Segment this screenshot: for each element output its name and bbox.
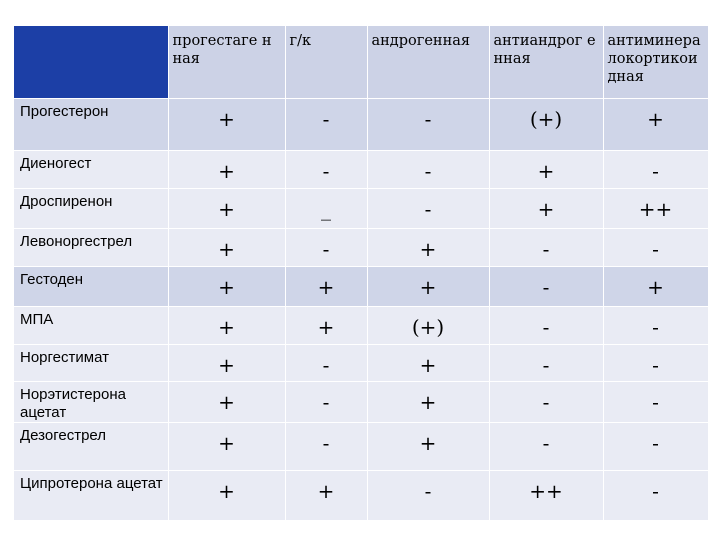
- table-row: [14, 344, 708, 381]
- value-cell: ++: [603, 188, 708, 228]
- table-row: [14, 228, 708, 266]
- row-label: Прогестерон: [14, 98, 168, 150]
- value-cell: -: [603, 228, 708, 266]
- table-row: [14, 98, 708, 150]
- value-cell: (+): [367, 306, 489, 344]
- value-cell: +: [168, 98, 285, 150]
- value-cell: -: [285, 98, 367, 150]
- value-cell: -: [489, 228, 603, 266]
- value-cell: +: [489, 188, 603, 228]
- row-label: Норгестимат: [14, 344, 168, 381]
- value-cell: -: [285, 344, 367, 381]
- header-androgenic: андрогенная: [367, 26, 489, 98]
- value-cell: -: [489, 344, 603, 381]
- value-cell: +: [285, 266, 367, 306]
- value-cell: -: [489, 422, 603, 470]
- value-cell: +: [489, 150, 603, 188]
- value-cell: +: [367, 266, 489, 306]
- value-cell: -: [285, 228, 367, 266]
- row-label: Дроспиренон: [14, 188, 168, 228]
- header-progestogenic: прогестаге нная: [168, 26, 285, 98]
- table-row: [14, 381, 708, 422]
- value-cell: +: [603, 98, 708, 150]
- row-label: Левоноргестрел: [14, 228, 168, 266]
- value-cell: -: [489, 381, 603, 422]
- value-cell: (+): [489, 98, 603, 150]
- value-cell: _: [285, 188, 367, 228]
- value-cell: -: [367, 98, 489, 150]
- value-cell: -: [489, 306, 603, 344]
- value-cell: -: [603, 306, 708, 344]
- row-label: Гестоден: [14, 266, 168, 306]
- value-cell: +: [168, 188, 285, 228]
- value-cell: +: [168, 228, 285, 266]
- value-cell: +: [168, 344, 285, 381]
- header-glucocorticoid: г/к: [285, 26, 367, 98]
- value-cell: +: [285, 306, 367, 344]
- value-cell: +: [168, 422, 285, 470]
- value-cell: -: [285, 422, 367, 470]
- value-cell: +: [168, 470, 285, 520]
- table-row: [14, 266, 708, 306]
- value-cell: +: [168, 306, 285, 344]
- header-corner-cell: [14, 26, 168, 98]
- value-cell: +: [285, 470, 367, 520]
- value-cell: +: [603, 266, 708, 306]
- value-cell: +: [367, 344, 489, 381]
- value-cell: -: [603, 381, 708, 422]
- row-label: Норэтистерона ацетат: [14, 381, 168, 422]
- value-cell: -: [489, 266, 603, 306]
- value-cell: -: [367, 470, 489, 520]
- value-cell: +: [168, 381, 285, 422]
- value-cell: -: [367, 188, 489, 228]
- value-cell: -: [603, 470, 708, 520]
- row-label: МПА: [14, 306, 168, 344]
- value-cell: +: [367, 422, 489, 470]
- value-cell: -: [603, 150, 708, 188]
- value-cell: -: [367, 150, 489, 188]
- value-cell: ++: [489, 470, 603, 520]
- value-cell: +: [168, 266, 285, 306]
- value-cell: +: [367, 228, 489, 266]
- table-row: [14, 150, 708, 188]
- row-label: Дезогестрел: [14, 422, 168, 470]
- value-cell: -: [603, 344, 708, 381]
- table-row: [14, 470, 708, 520]
- value-cell: -: [285, 381, 367, 422]
- table-row: [14, 306, 708, 344]
- header-antimineralocorticoid: антиминера локортикои дная: [603, 26, 708, 98]
- header-antiandrogenic: антиандрог енная: [489, 26, 603, 98]
- value-cell: +: [367, 381, 489, 422]
- value-cell: +: [168, 150, 285, 188]
- table-row: [14, 422, 708, 470]
- table-row: [14, 188, 708, 228]
- value-cell: -: [285, 150, 367, 188]
- row-label: Диеногест: [14, 150, 168, 188]
- table-header-row: [14, 26, 708, 98]
- value-cell: -: [603, 422, 708, 470]
- row-label: Ципротерона ацетат: [14, 470, 168, 520]
- progestin-properties-table: [14, 26, 709, 521]
